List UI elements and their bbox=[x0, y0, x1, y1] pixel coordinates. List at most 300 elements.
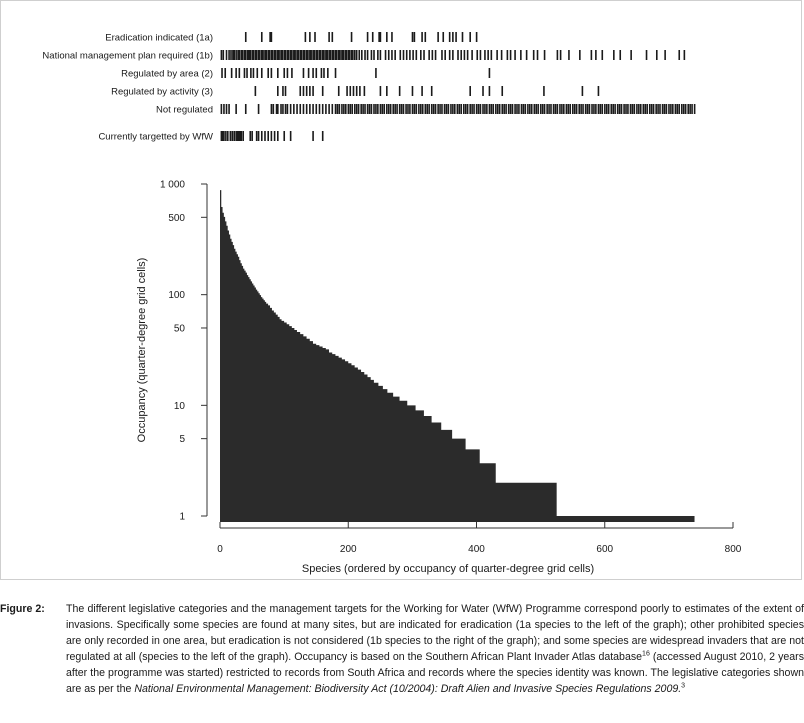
species-tick bbox=[386, 104, 388, 114]
species-tick bbox=[492, 104, 494, 114]
species-tick bbox=[683, 104, 685, 114]
category-label: Eradication indicated (1a) bbox=[105, 32, 213, 44]
caption-text-main: The different legislative categories and the management targets for the Working for Water (WfW) Programme correspond poorly to estimates of the extent of invasions. Specifically some species are found at many sites, but are indicated for eradication (1a species to the left of the graph); other prohibited species are only recorded in one area, but eradication is not considered (1b species to the right of the graph); and some species are widespread invaders that are not regulated at all (species to the left of the graph). Occupancy is based on the Southern African Plant Invader Atlas database bbox=[66, 603, 804, 663]
species-tick bbox=[691, 104, 693, 114]
y-tick-label: 1 bbox=[179, 511, 185, 523]
species-tick bbox=[627, 104, 629, 114]
species-tick bbox=[356, 86, 358, 96]
species-tick bbox=[505, 104, 507, 114]
species-tick bbox=[221, 68, 223, 78]
species-tick bbox=[285, 86, 287, 96]
species-tick bbox=[380, 104, 382, 114]
species-tick bbox=[423, 50, 425, 60]
species-tick bbox=[662, 104, 664, 114]
species-tick bbox=[258, 104, 260, 114]
species-tick bbox=[670, 104, 672, 114]
species-tick bbox=[473, 104, 475, 114]
species-tick bbox=[349, 104, 351, 114]
species-tick bbox=[531, 104, 533, 114]
x-tick-label: 0 bbox=[217, 544, 223, 555]
species-tick bbox=[460, 50, 462, 60]
species-tick bbox=[348, 104, 350, 114]
species-tick bbox=[546, 104, 548, 114]
species-tick bbox=[358, 104, 360, 114]
species-tick bbox=[375, 68, 377, 78]
species-tick bbox=[632, 104, 634, 114]
species-tick bbox=[557, 50, 559, 60]
species-tick bbox=[576, 104, 578, 114]
species-tick bbox=[275, 50, 277, 60]
species-tick bbox=[233, 131, 235, 141]
species-tick bbox=[382, 104, 384, 114]
species-tick bbox=[659, 104, 661, 114]
species-tick bbox=[501, 104, 503, 114]
species-tick bbox=[249, 131, 251, 141]
species-tick bbox=[595, 50, 597, 60]
species-tick bbox=[610, 104, 612, 114]
species-tick bbox=[560, 50, 562, 60]
species-tick bbox=[421, 32, 423, 42]
species-tick bbox=[399, 104, 401, 114]
species-tick bbox=[548, 104, 550, 114]
occupancy-plot bbox=[220, 190, 695, 522]
caption-sup-2: 3 bbox=[681, 682, 686, 690]
species-tick bbox=[223, 131, 225, 141]
species-tick bbox=[317, 50, 319, 60]
species-tick bbox=[267, 131, 269, 141]
y-tick-label: 5 bbox=[179, 434, 185, 446]
species-tick bbox=[354, 104, 356, 114]
species-tick bbox=[601, 50, 603, 60]
species-tick bbox=[568, 50, 570, 60]
species-tick bbox=[653, 104, 655, 114]
species-tick bbox=[646, 104, 648, 114]
species-tick bbox=[465, 104, 467, 114]
species-tick bbox=[298, 50, 300, 60]
species-tick bbox=[394, 104, 396, 114]
species-tick bbox=[566, 104, 568, 114]
x-tick-label: 400 bbox=[468, 544, 485, 555]
species-tick bbox=[287, 68, 289, 78]
species-tick bbox=[304, 50, 306, 60]
species-tick bbox=[371, 104, 373, 114]
x-tick-label: 600 bbox=[596, 544, 614, 555]
species-tick bbox=[282, 104, 284, 114]
species-tick bbox=[309, 32, 311, 42]
species-tick bbox=[303, 86, 305, 96]
species-tick bbox=[454, 104, 456, 114]
species-tick bbox=[672, 104, 674, 114]
species-tick bbox=[349, 50, 351, 60]
species-tick bbox=[414, 32, 416, 42]
species-tick bbox=[226, 50, 228, 60]
species-tick bbox=[666, 104, 668, 114]
species-tick bbox=[338, 86, 340, 96]
species-tick bbox=[457, 50, 459, 60]
species-tick bbox=[489, 104, 491, 114]
species-tick bbox=[345, 104, 347, 114]
species-tick bbox=[312, 68, 314, 78]
species-tick bbox=[542, 104, 544, 114]
species-tick bbox=[265, 50, 267, 60]
species-tick bbox=[450, 104, 452, 114]
category-label: National management plan required (1b) bbox=[42, 50, 213, 62]
species-tick bbox=[306, 86, 308, 96]
species-tick bbox=[441, 50, 443, 60]
species-tick bbox=[240, 131, 242, 141]
species-tick bbox=[405, 104, 407, 114]
species-tick bbox=[354, 50, 356, 60]
species-tick bbox=[367, 50, 369, 60]
species-tick bbox=[418, 104, 420, 114]
caption-sup-1: 16 bbox=[642, 650, 650, 658]
species-tick bbox=[409, 104, 411, 114]
species-tick bbox=[636, 104, 638, 114]
species-tick bbox=[231, 131, 233, 141]
species-tick bbox=[228, 50, 230, 60]
x-axis-title: Species (ordered by occupancy of quarter-degree grid cells) bbox=[301, 563, 595, 575]
species-tick bbox=[612, 104, 614, 114]
category-row-regulated-by-area-2 bbox=[121, 68, 490, 80]
species-tick bbox=[514, 104, 516, 114]
species-tick bbox=[224, 68, 226, 78]
species-tick bbox=[426, 104, 428, 114]
species-tick bbox=[480, 104, 482, 114]
species-tick bbox=[484, 50, 486, 60]
species-tick bbox=[245, 104, 247, 114]
species-tick bbox=[364, 104, 366, 114]
species-tick bbox=[401, 104, 403, 114]
species-tick bbox=[273, 104, 275, 114]
species-tick bbox=[299, 86, 301, 96]
species-tick bbox=[291, 50, 293, 60]
species-tick bbox=[309, 86, 311, 96]
species-tick bbox=[579, 50, 581, 60]
species-tick bbox=[314, 50, 316, 60]
species-tick bbox=[678, 50, 680, 60]
x-axis bbox=[217, 522, 742, 575]
y-tick-label: 100 bbox=[168, 290, 185, 302]
species-tick bbox=[346, 50, 348, 60]
species-tick bbox=[569, 104, 571, 114]
species-tick bbox=[335, 104, 337, 114]
species-tick bbox=[420, 104, 422, 114]
species-tick bbox=[409, 50, 411, 60]
species-tick bbox=[253, 50, 255, 60]
species-tick bbox=[567, 104, 569, 114]
species-tick bbox=[271, 104, 273, 114]
species-tick bbox=[333, 50, 335, 60]
category-row-eradication-indicated-1a bbox=[105, 32, 477, 44]
species-tick bbox=[640, 104, 642, 114]
species-tick bbox=[591, 50, 593, 60]
species-tick bbox=[291, 68, 293, 78]
species-tick bbox=[580, 104, 582, 114]
species-tick bbox=[323, 50, 325, 60]
species-tick bbox=[242, 50, 244, 60]
species-tick bbox=[559, 104, 561, 114]
species-tick bbox=[675, 104, 677, 114]
species-tick bbox=[442, 32, 444, 42]
species-tick bbox=[332, 104, 334, 114]
species-tick bbox=[598, 104, 600, 114]
species-tick bbox=[294, 50, 296, 60]
species-tick bbox=[283, 131, 285, 141]
species-tick bbox=[540, 104, 542, 114]
species-tick bbox=[585, 104, 587, 114]
species-tick bbox=[256, 68, 258, 78]
species-tick bbox=[471, 50, 473, 60]
species-tick bbox=[657, 104, 659, 114]
species-tick bbox=[364, 50, 366, 60]
species-tick bbox=[508, 104, 510, 114]
species-tick bbox=[512, 104, 514, 114]
species-tick bbox=[452, 32, 454, 42]
species-tick bbox=[649, 104, 651, 114]
species-tick bbox=[258, 131, 260, 141]
species-tick bbox=[425, 32, 427, 42]
species-tick bbox=[619, 104, 621, 114]
species-tick bbox=[337, 104, 339, 114]
species-tick bbox=[353, 86, 355, 96]
species-tick bbox=[587, 104, 589, 114]
species-tick bbox=[561, 104, 563, 114]
species-tick bbox=[399, 86, 401, 96]
species-tick bbox=[535, 104, 537, 114]
species-tick bbox=[543, 86, 545, 96]
species-tick bbox=[651, 104, 653, 114]
species-tick bbox=[308, 68, 310, 78]
species-tick bbox=[420, 50, 422, 60]
species-tick bbox=[537, 50, 539, 60]
species-tick bbox=[278, 50, 280, 60]
y-tick-label: 10 bbox=[173, 400, 185, 412]
species-tick bbox=[412, 104, 414, 114]
species-tick bbox=[416, 104, 418, 114]
caption-label: Figure 2: bbox=[0, 603, 45, 615]
species-tick bbox=[310, 50, 312, 60]
species-tick bbox=[435, 50, 437, 60]
species-tick bbox=[523, 104, 525, 114]
species-tick bbox=[480, 50, 482, 60]
species-tick bbox=[544, 104, 546, 114]
species-tick bbox=[448, 104, 450, 114]
species-tick bbox=[390, 104, 392, 114]
species-tick bbox=[416, 50, 418, 60]
species-tick bbox=[271, 131, 273, 141]
species-tick bbox=[487, 50, 489, 60]
species-tick bbox=[619, 50, 621, 60]
species-tick bbox=[371, 50, 373, 60]
species-tick bbox=[343, 104, 345, 114]
species-tick bbox=[534, 104, 536, 114]
species-tick bbox=[380, 32, 382, 42]
species-tick bbox=[578, 104, 580, 114]
species-tick bbox=[431, 104, 433, 114]
species-tick bbox=[491, 50, 493, 60]
species-tick bbox=[245, 50, 247, 60]
species-tick bbox=[336, 50, 338, 60]
species-tick bbox=[526, 50, 528, 60]
species-tick bbox=[463, 104, 465, 114]
species-tick bbox=[476, 32, 478, 42]
species-tick bbox=[644, 104, 646, 114]
species-tick bbox=[373, 50, 375, 60]
species-tick bbox=[373, 104, 375, 114]
species-tick bbox=[486, 104, 488, 114]
species-tick bbox=[277, 104, 279, 114]
species-tick bbox=[403, 50, 405, 60]
species-tick bbox=[375, 104, 377, 114]
species-tick bbox=[630, 50, 632, 60]
species-tick bbox=[497, 104, 499, 114]
category-label: Regulated by activity (3) bbox=[111, 86, 213, 98]
species-tick bbox=[377, 50, 379, 60]
species-tick bbox=[361, 50, 363, 60]
species-tick bbox=[457, 104, 459, 114]
species-tick bbox=[227, 131, 229, 141]
species-tick bbox=[446, 104, 448, 114]
species-tick bbox=[600, 104, 602, 114]
species-tick bbox=[476, 104, 478, 114]
species-tick bbox=[593, 104, 595, 114]
species-tick bbox=[412, 86, 414, 96]
species-tick bbox=[303, 68, 305, 78]
species-tick bbox=[664, 50, 666, 60]
species-tick bbox=[307, 50, 309, 60]
species-tick bbox=[527, 104, 529, 114]
species-tick bbox=[510, 50, 512, 60]
species-tick bbox=[364, 86, 366, 96]
species-tick bbox=[391, 50, 393, 60]
species-tick bbox=[537, 104, 539, 114]
species-tick bbox=[221, 104, 223, 114]
species-tick bbox=[315, 68, 317, 78]
species-tick bbox=[242, 131, 244, 141]
species-tick bbox=[689, 104, 691, 114]
species-tick bbox=[328, 32, 330, 42]
species-tick bbox=[282, 86, 284, 96]
category-label: Currently targetted by WfW bbox=[98, 131, 213, 143]
species-tick bbox=[325, 104, 327, 114]
species-tick bbox=[499, 104, 501, 114]
species-tick bbox=[646, 50, 648, 60]
y-tick-label: 1 000 bbox=[159, 179, 185, 191]
species-tick bbox=[250, 68, 252, 78]
species-tick bbox=[303, 104, 305, 114]
species-tick bbox=[244, 68, 246, 78]
species-tick bbox=[290, 104, 292, 114]
species-tick bbox=[643, 104, 645, 114]
species-tick bbox=[516, 104, 518, 114]
species-tick bbox=[444, 50, 446, 60]
species-tick bbox=[694, 104, 696, 114]
species-tick bbox=[312, 104, 314, 114]
species-tick bbox=[589, 104, 591, 114]
species-tick bbox=[489, 86, 491, 96]
species-tick bbox=[406, 50, 408, 60]
species-tick bbox=[681, 104, 683, 114]
species-tick bbox=[396, 104, 398, 114]
species-tick bbox=[314, 32, 316, 42]
species-tick bbox=[458, 104, 460, 114]
species-tick bbox=[261, 32, 263, 42]
species-tick bbox=[412, 50, 414, 60]
species-tick bbox=[228, 104, 230, 114]
species-tick bbox=[601, 104, 603, 114]
species-tick bbox=[277, 86, 279, 96]
species-tick bbox=[678, 104, 680, 114]
species-tick bbox=[267, 68, 269, 78]
species-tick bbox=[339, 104, 341, 114]
species-tick bbox=[249, 50, 251, 60]
species-tick bbox=[385, 50, 387, 60]
species-tick bbox=[677, 104, 679, 114]
species-tick bbox=[555, 104, 557, 114]
species-tick bbox=[332, 32, 334, 42]
species-tick bbox=[518, 104, 520, 114]
caption-text-mid: (accessed August 2010, 2 years after the programme was started) restricted to records from South Africa and records where the species identity was known. The legislative categories shown are as per the bbox=[66, 651, 804, 695]
species-tick bbox=[226, 104, 228, 114]
species-tick bbox=[255, 86, 257, 96]
species-tick bbox=[352, 50, 354, 60]
species-tick bbox=[230, 50, 232, 60]
species-tick bbox=[388, 104, 390, 114]
species-tick bbox=[235, 50, 237, 60]
species-tick bbox=[432, 50, 434, 60]
species-tick bbox=[367, 104, 369, 114]
species-tick bbox=[262, 50, 264, 60]
species-tick bbox=[335, 68, 337, 78]
species-tick bbox=[322, 86, 324, 96]
species-tick bbox=[359, 86, 361, 96]
species-tick bbox=[495, 104, 497, 114]
species-tick bbox=[253, 68, 255, 78]
species-tick bbox=[264, 131, 266, 141]
species-tick bbox=[223, 50, 225, 60]
species-tick bbox=[638, 104, 640, 114]
species-tick bbox=[460, 104, 462, 114]
species-tick bbox=[290, 131, 292, 141]
species-tick bbox=[341, 104, 343, 114]
species-tick bbox=[533, 50, 535, 60]
y-axis-title: Occupancy (quarter-degree grid cells) bbox=[136, 257, 148, 443]
category-row-national-management-plan-required-1b bbox=[42, 50, 685, 62]
species-tick bbox=[330, 50, 332, 60]
species-tick bbox=[491, 104, 493, 114]
species-tick bbox=[312, 131, 314, 141]
species-tick bbox=[280, 104, 282, 114]
species-tick bbox=[553, 104, 555, 114]
species-tick bbox=[235, 68, 237, 78]
species-tick bbox=[668, 104, 670, 114]
species-tick bbox=[425, 104, 427, 114]
species-tick bbox=[501, 50, 503, 60]
species-tick bbox=[287, 104, 289, 114]
species-tick bbox=[469, 86, 471, 96]
species-tick bbox=[664, 104, 666, 114]
species-tick bbox=[239, 50, 241, 60]
species-tick bbox=[608, 104, 610, 114]
species-tick bbox=[380, 50, 382, 60]
species-tick bbox=[655, 104, 657, 114]
species-tick bbox=[272, 50, 274, 60]
species-tick bbox=[407, 104, 409, 114]
category-label: Regulated by area (2) bbox=[121, 68, 213, 80]
species-tick bbox=[421, 86, 423, 96]
species-tick bbox=[484, 104, 486, 114]
species-tick bbox=[351, 104, 353, 114]
